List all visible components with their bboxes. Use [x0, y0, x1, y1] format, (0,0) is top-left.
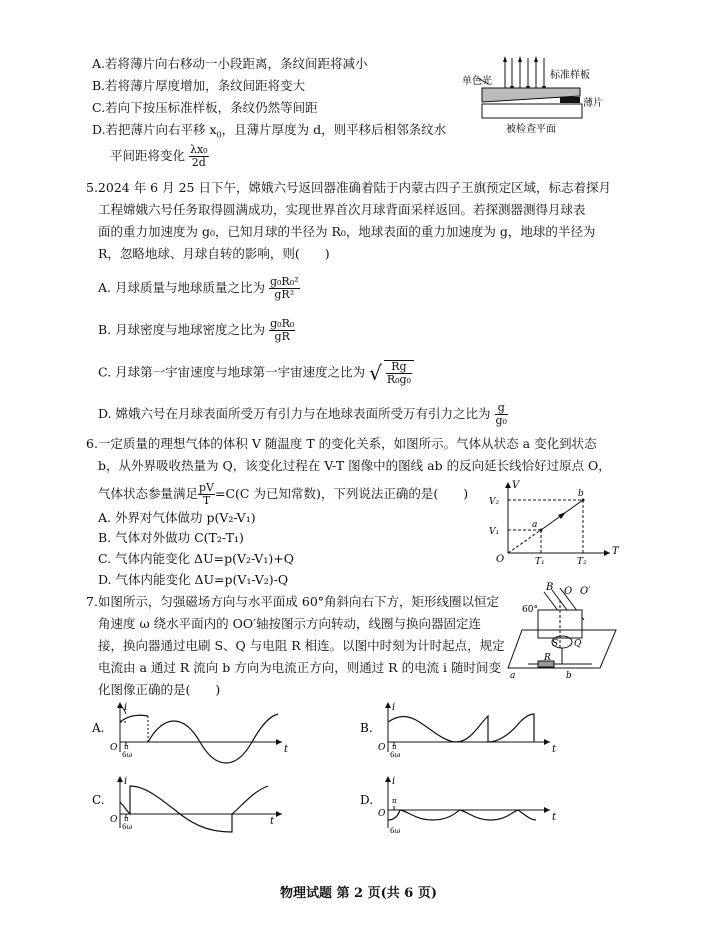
q5-option-b-fraction — [269, 318, 295, 343]
graph-t-label: t — [552, 812, 557, 823]
frac-num: pV — [199, 481, 215, 494]
q7-graph-a[interactable] — [92, 702, 292, 758]
label-light: 单色光 — [462, 76, 492, 87]
frac-den: 2d — [191, 156, 206, 169]
axis-v: V — [512, 480, 520, 491]
q5-option-d-text: D. 嫦娥六号在月球表面所受万有引力与在地球表面所受万有引力之比为 — [98, 406, 491, 421]
q5-option-b[interactable] — [98, 318, 295, 343]
graph-origin: O — [378, 809, 386, 819]
label-o-prime: O′ — [580, 586, 591, 597]
q7-graph-b[interactable] — [360, 702, 560, 758]
q4-interference-figure — [460, 50, 610, 140]
frac-num: g₀R₀ — [270, 317, 295, 330]
q6-stem-3-fraction — [198, 482, 215, 507]
graph-origin: O — [378, 743, 386, 753]
graph-i-label: i — [124, 702, 128, 713]
graph-i-label: i — [124, 776, 128, 787]
q4-option-d-fraction — [189, 144, 209, 169]
graph-tick-den: 6ω — [390, 827, 401, 835]
frac-den: R₀g₀ — [386, 373, 411, 386]
frac-num: Rg — [386, 361, 412, 374]
q4-option-b[interactable]: B.若将薄片厚度增加，条纹间距将变大 — [92, 78, 306, 93]
q6-option-c[interactable]: C. 气体内能变化 ΔU=p(V₂-V₁)+Q — [98, 551, 294, 566]
graph-tick-den: 6ω — [122, 751, 133, 759]
point-b: b — [578, 489, 584, 499]
q4-option-d-text: D.若把薄片向右平移 x — [92, 122, 217, 137]
point-a: a — [532, 520, 538, 530]
graph-tick-den: 6ω — [390, 751, 401, 759]
label-std: 标准样板 — [550, 70, 590, 81]
q4-option-d[interactable] — [92, 122, 446, 144]
q6-stem-1: 6.一定质量的理想气体的体积 V 随温度 T 的变化关系，如图所示。气体从状态 a 变化到状态 — [86, 436, 597, 451]
q5-option-a-fraction — [269, 276, 300, 301]
q5-option-c-fraction — [386, 361, 412, 386]
graph-letter: C. — [92, 793, 105, 807]
q5-stem-4: R，忽略地球、月球自转的影响，则( ) — [98, 246, 330, 261]
label-b: B — [546, 582, 554, 593]
q4-option-a[interactable]: A.若将薄片向右移动一小段距离，条纹间距将减小 — [92, 56, 368, 71]
label-q: Q — [574, 639, 582, 649]
q4-option-c[interactable]: C.若向下按压标准样板，条纹仍然等间距 — [92, 100, 318, 115]
tick-v2: V₂ — [489, 497, 500, 507]
graph-tick-num: π — [124, 815, 129, 823]
q6-stem-3-tail: =C(C 为已知常数)，下列说法正确的是( ) — [215, 486, 469, 501]
q6-option-b[interactable]: B. 气体对外做功 C(T₂-T₁) — [98, 530, 244, 545]
q6-stem-3 — [98, 482, 468, 507]
label-b-term: b — [566, 671, 572, 681]
q5-option-c-sqrt — [384, 360, 414, 386]
graph-letter: B. — [360, 721, 373, 735]
label-r: R — [544, 653, 551, 663]
frac-den: T — [202, 494, 211, 507]
q7-stem-4: 电流由 a 通过 R 流向 b 方向为电流正方向，则通过 R 的电流 i 随时间变 — [98, 660, 502, 675]
graph-t-label: t — [270, 816, 275, 827]
q7-stem-2: 角速度 ω 绕水平面内的 OO′轴按图示方向转动，线圈与换向器固定连 — [98, 616, 481, 631]
graph-letter: D. — [360, 793, 374, 807]
frac-num: g₀R₀² — [269, 275, 299, 288]
q7-generator-figure — [508, 580, 628, 685]
graph-t-label: t — [284, 744, 289, 755]
page-footer: 物理试题 第 2 页(共 6 页) — [279, 886, 438, 901]
q5-option-d[interactable] — [98, 402, 508, 427]
q7-stem-1: 7.如图所示，匀强磁场方向与水平面成 60°角斜向右下方，矩形线圈以恒定 — [86, 594, 500, 609]
graph-tick-num: π — [392, 797, 397, 805]
q5-option-c-text: C. 月球第一宇宙速度与地球第一宇宙速度之比为 — [98, 364, 366, 380]
graph-tick-den: 6ω — [122, 823, 133, 831]
label-o: O — [564, 586, 573, 597]
q5-stem-2: 工程嫦娥六号任务取得圆满成功，实现世界首次月球背面采样返回。若探测器测得月球表 — [98, 202, 586, 217]
q5-option-d-fraction — [495, 402, 508, 427]
q7-graph-d[interactable] — [360, 776, 560, 836]
graph-origin: O — [110, 815, 118, 825]
q5-option-a-text: A. 月球质量与地球质量之比为 — [98, 280, 265, 295]
q6-option-d[interactable]: D. 气体内能变化 ΔU=p(V₁-V₂)-Q — [98, 572, 289, 587]
graph-i-label: i — [392, 776, 396, 787]
label-film: 薄片 — [583, 98, 603, 109]
q5-option-c[interactable] — [98, 360, 414, 386]
label-a: a — [510, 671, 516, 681]
label-s: S — [552, 639, 559, 649]
q5-option-a[interactable] — [98, 276, 300, 301]
frac-num: λx₀ — [190, 143, 208, 156]
origin: O — [496, 554, 505, 565]
q5-stem-3: 面的重力加速度为 g₀，已知月球的半径为 R₀，地球表面的重力加速度为 g，地球的半径为 — [98, 224, 596, 239]
label-test: 被检查平面 — [506, 124, 556, 135]
frac-den: gR² — [274, 288, 295, 301]
q7-stem-3: 接，换向器通过电刷 S、Q 与电阻 R 相连。以图中时刻为计时起点，规定 — [98, 638, 505, 653]
q6-vt-graph — [488, 478, 618, 568]
graph-tick-num: π — [124, 743, 129, 751]
frac-num: g — [495, 402, 508, 415]
label-angle: 60° — [522, 605, 538, 615]
graph-letter: A. — [92, 721, 105, 735]
q4-option-d-sub: 0 — [216, 130, 222, 140]
q6-stem-2: b，从外界吸收热量为 Q，该变化过程在 V-T 图像中的图线 ab 的反向延长线恰好过原点 O， — [98, 458, 611, 473]
q4-option-d-line2-text: 平间距将变化 — [110, 148, 186, 163]
q5-stem-1: 5.2024 年 6 月 25 日下午，嫦娥六号返回器准确着陆于内蒙古四子王旗预定区域，标志着探月 — [86, 180, 611, 195]
graph-i-label: i — [392, 702, 396, 713]
sqrt-icon: √ — [369, 361, 382, 385]
graph-tick-num: π — [392, 743, 397, 751]
graph-origin: O — [110, 743, 118, 753]
q4-option-d-line2 — [110, 144, 209, 169]
q7-stem-5: 化图像正确的是( ) — [98, 682, 221, 697]
graph-t-label: t — [552, 744, 557, 755]
q6-option-a[interactable]: A. 外界对气体做功 p(V₂-V₁) — [98, 510, 256, 525]
tick-v1: V₁ — [489, 527, 500, 537]
frac-den: g₀ — [495, 414, 507, 427]
q4-option-d-tail: ，且薄片厚度为 d，则平移后相邻条纹水 — [221, 122, 447, 137]
q7-graph-c[interactable] — [92, 776, 292, 836]
axis-t: T — [612, 546, 619, 557]
tick-t1: T₁ — [535, 557, 545, 567]
frac-den: gR — [274, 330, 290, 343]
tick-t2: T₂ — [577, 557, 587, 567]
q6-stem-3-text: 气体状态参量满足 — [98, 486, 199, 501]
q5-option-b-text: B. 月球密度与地球密度之比为 — [98, 322, 266, 337]
